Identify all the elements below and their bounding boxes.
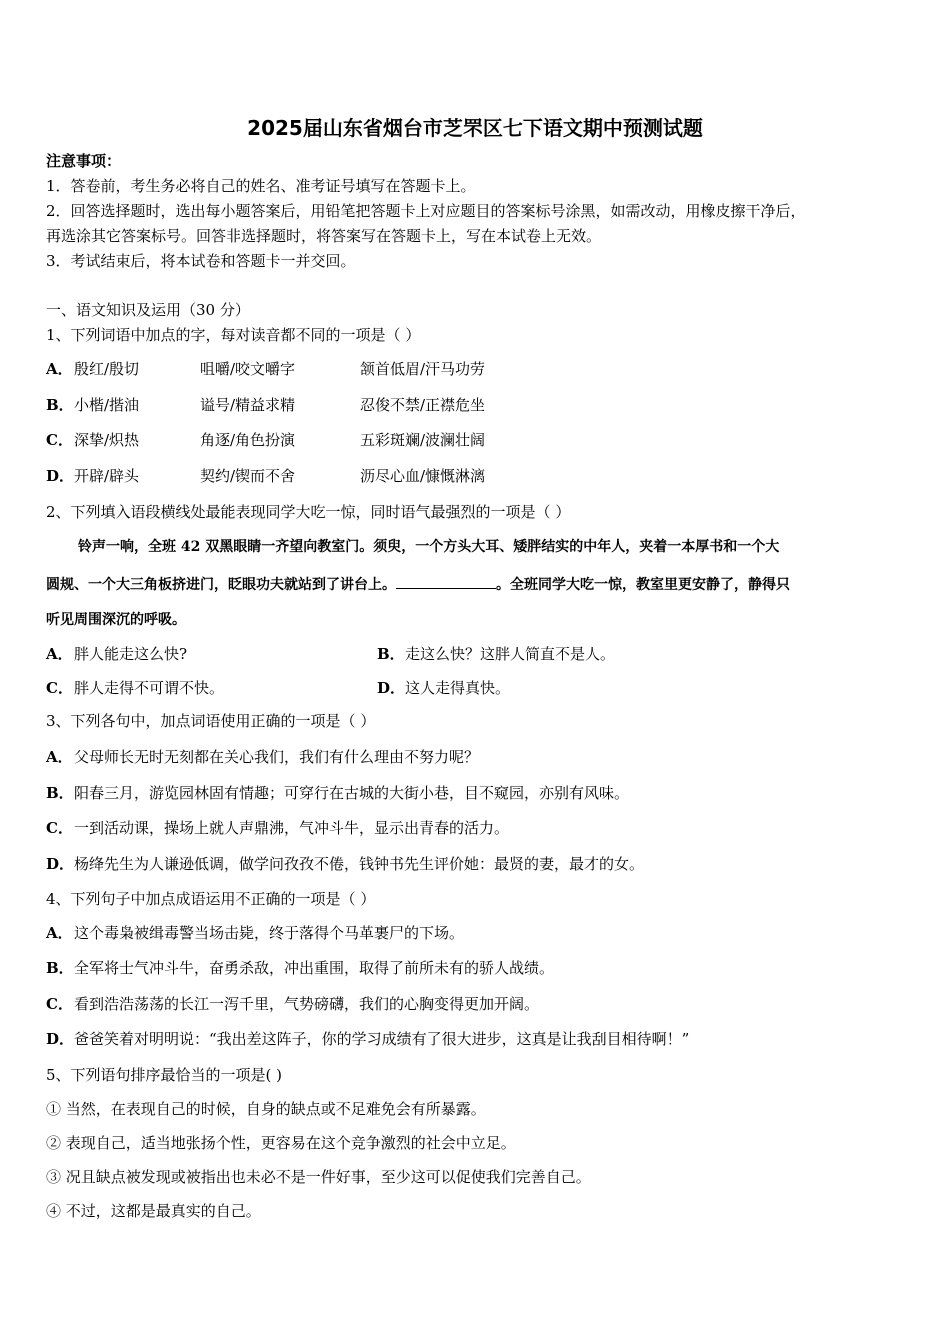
passage-line: 铃声一响，全班 42 双黑眼睛一齐望向教室门。须臾，一个方头大耳、矮胖结实的中年人，夹着一本厚书和一个大 [78, 539, 780, 555]
option-letter: C． [46, 431, 73, 449]
option-text: 颔首低眉/汗马功劳 [360, 360, 486, 378]
option-text: 全军将士气冲斗牛，奋勇杀敌，冲出重围，取得了前所未有的骄人战绩。 [74, 959, 555, 977]
option-text: 咀嚼/咬文嚼字 [200, 360, 296, 378]
option-text: 沥尽心血/慷慨淋漓 [360, 467, 486, 485]
option-text: 五彩斑斓/波澜壮阔 [360, 431, 486, 449]
option-text: 契约/锲而不舍 [200, 467, 296, 485]
option-text: 忍俊不禁/正襟危坐 [360, 396, 486, 414]
section-heading: 一、语文知识及运用（30 分） [46, 301, 250, 319]
option-letter: A． [46, 360, 73, 378]
option-letter: A． [46, 748, 73, 766]
option-text: 一到活动课，操场上就人声鼎沸，气冲斗牛，显示出青春的活力。 [74, 819, 510, 837]
passage-line [46, 574, 790, 595]
option-letter: D． [377, 679, 406, 697]
question-stem: 3、下列各句中，加点词语使用正确的一项是（ ） [46, 712, 376, 730]
notice-item: 2．回答选择题时，选出每小题答案后，用铅笔把答题卡上对应题目的答案标号涂黑，如需改动，用橡皮擦干净后， [46, 202, 806, 220]
option-letter: A． [46, 924, 73, 942]
option-text: 杨绛先生为人谦逊低调，做学问孜孜不倦，钱钟书先生评价她：最贤的妻，最才的女。 [74, 855, 645, 873]
sentence-item: ③ 况且缺点被发现或被指出也未必不是一件好事，至少这可以促使我们完善自己。 [46, 1168, 591, 1186]
option-text: 胖人走得不可谓不快。 [74, 679, 225, 697]
option-text: 父母师长无时无刻都在关心我们，我们有什么理由不努力呢？ [74, 748, 480, 766]
notice-item: 再选涂其它答案标号。回答非选择题时，将答案写在答题卡上，写在本试卷上无效。 [46, 227, 602, 245]
option-letter: D． [46, 1030, 75, 1048]
option-text: 深挚/炽热 [74, 431, 140, 449]
page-title: 2025届山东省烟台市芝罘区七下语文期中预测试题 [247, 116, 703, 140]
passage-text: 。全班同学大吃一惊，教室里更安静了，静得只 [496, 577, 790, 593]
option-text: 角逐/角色扮演 [200, 431, 296, 449]
option-text: 这个毒枭被缉毒警当场击毙，终于落得个马革裹尸的下场。 [74, 924, 465, 942]
passage-line: 听见周围深沉的呼吸。 [46, 612, 186, 628]
sentence-item: ① 当然，在表现自己的时候，自身的缺点或不足难免会有所暴露。 [46, 1100, 486, 1118]
option-letter: A． [46, 645, 73, 663]
option-letter: B． [46, 784, 74, 802]
option-letter: C． [46, 995, 73, 1013]
option-text: 小楷/揩油 [74, 396, 140, 414]
sentence-item: ② 表现自己，适当地张扬个性，更容易在这个竞争激烈的社会中立足。 [46, 1134, 516, 1152]
option-text: 殷红/殷切 [74, 360, 140, 378]
option-letter: D． [46, 467, 75, 485]
option-letter: C． [46, 679, 73, 697]
option-text: 谥号/精益求精 [200, 396, 296, 414]
option-letter: B． [377, 645, 405, 663]
option-letter: B． [46, 959, 74, 977]
option-letter: B． [46, 396, 74, 414]
option-text: 走这么快？这胖人简直不是人。 [405, 645, 616, 663]
option-text: 开辟/辟头 [74, 467, 140, 485]
notice-heading: 注意事项： [46, 152, 122, 170]
option-text: 看到浩浩荡荡的长江一泻千里，气势磅礴，我们的心胸变得更加开阔。 [74, 995, 540, 1013]
option-text: 爸爸笑着对明明说：“我出差这阵子，你的学习成绩有了很大进步，这真是让我刮目相待啊！” [74, 1030, 690, 1048]
option-letter: C． [46, 819, 73, 837]
question-stem: 2、下列填入语段横线处最能表现同学大吃一惊，同时语气最强烈的一项是（ ） [46, 503, 571, 521]
option-letter: D． [46, 855, 75, 873]
fill-blank [396, 574, 496, 589]
sentence-item: ④ 不过，这都是最真实的自己。 [46, 1202, 261, 1220]
question-stem: 1、下列词语中加点的字，每对读音都不同的一项是（ ） [46, 326, 421, 344]
question-stem: 5、下列语句排序最恰当的一项是( ) [46, 1066, 283, 1084]
question-stem: 4、下列句子中加点成语运用不正确的一项是（ ） [46, 890, 376, 908]
notice-item: 1．答卷前，考生务必将自己的姓名、准考证号填写在答题卡上。 [46, 177, 476, 195]
option-text: 胖人能走这么快? [74, 645, 188, 663]
passage-text: 圆规、一个大三角板挤进门，眨眼功夫就站到了讲台上。 [46, 577, 396, 593]
notice-item: 3．考试结束后，将本试卷和答题卡一并交回。 [46, 252, 356, 270]
option-text: 阳春三月，游览园林固有情趣；可穿行在古城的大街小巷，目不窥园，亦别有风味。 [74, 784, 630, 802]
option-text: 这人走得真快。 [405, 679, 511, 697]
